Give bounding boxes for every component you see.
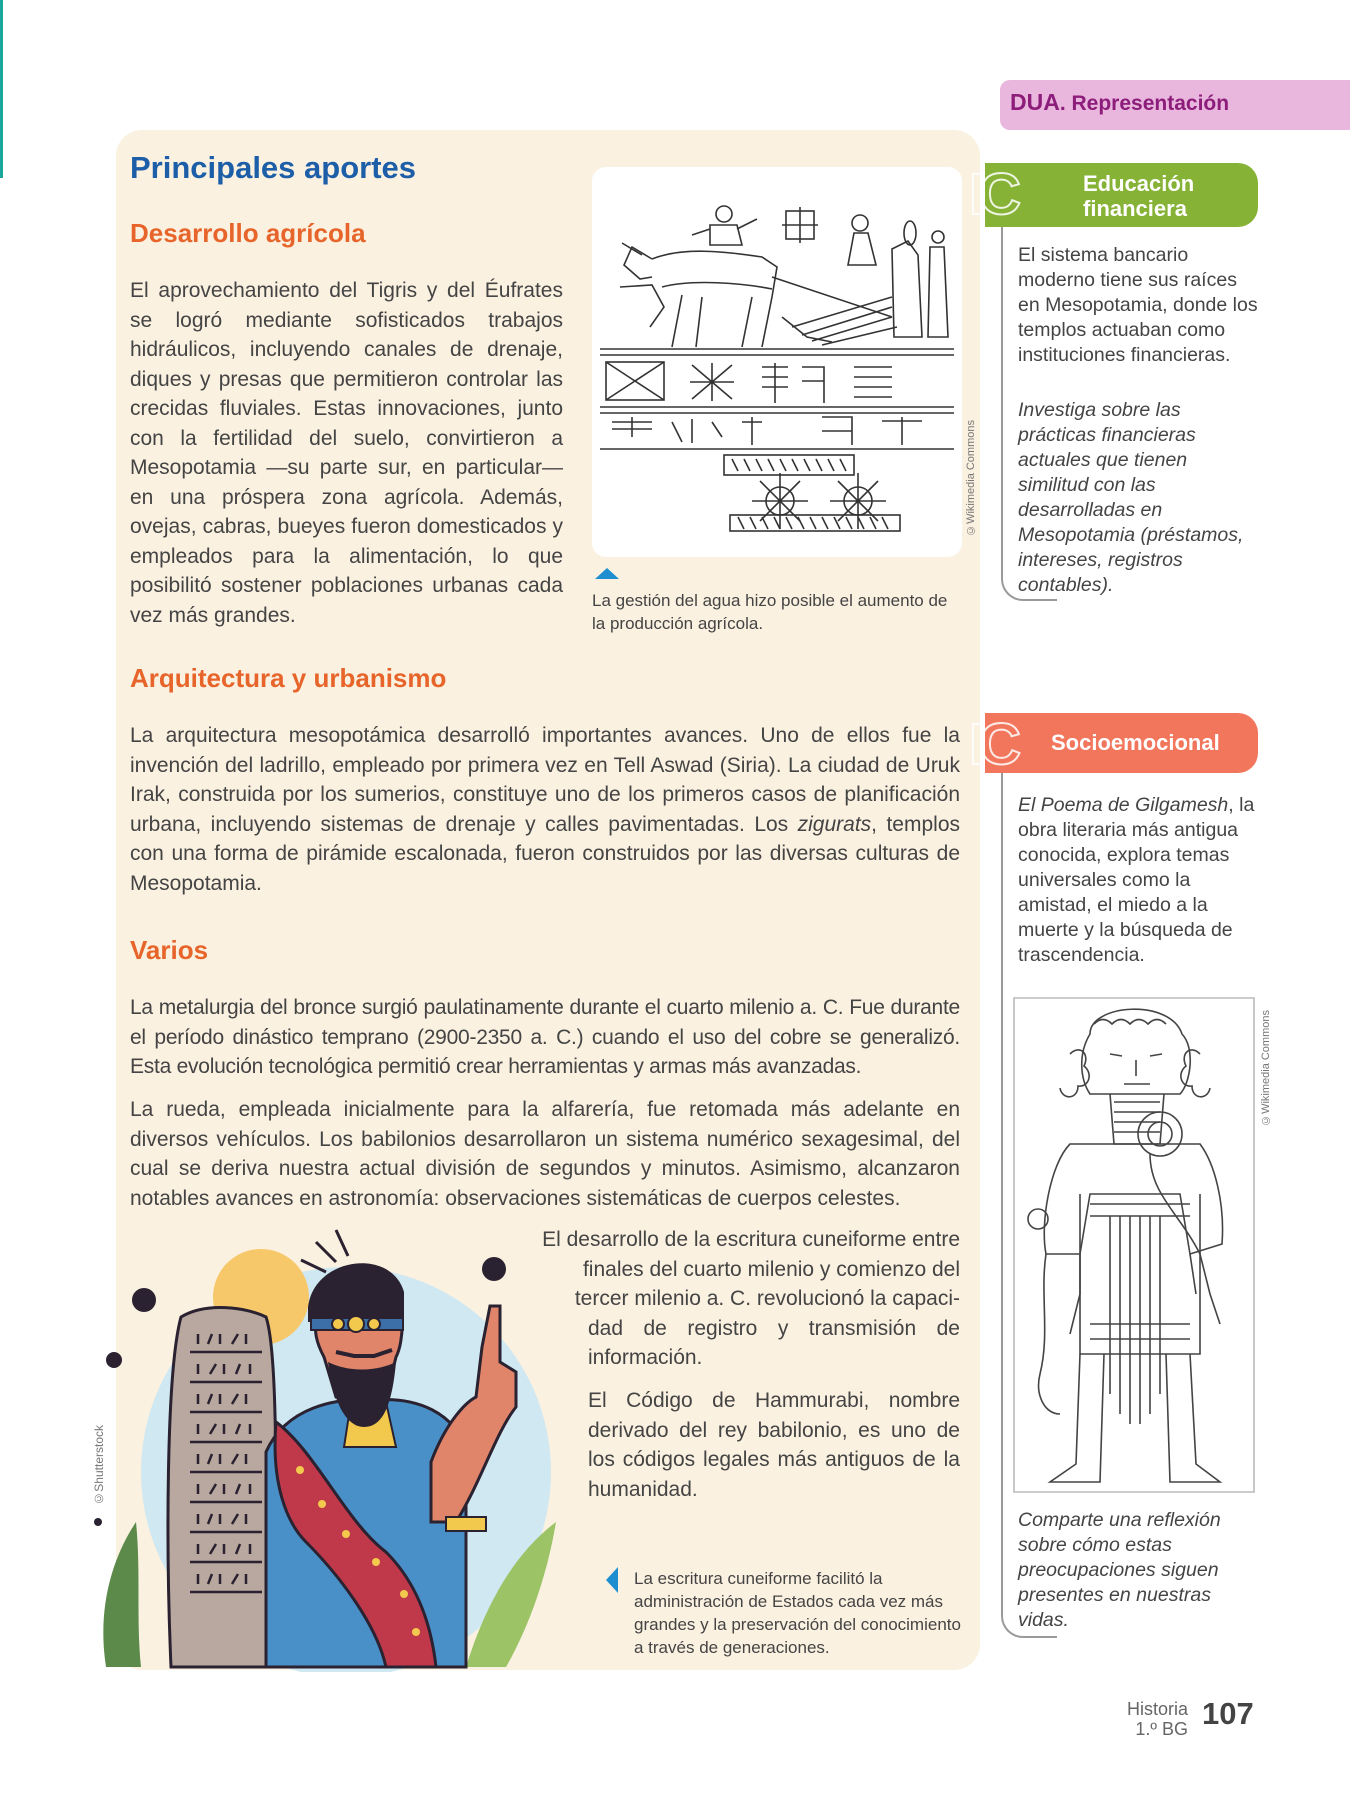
socioemotional-text: El Poema de Gilgamesh, la obra literaria más antigua conocida, explora temas universales como la amistad, el miedo a la muerte y la búsqueda de trascendencia. [1018, 794, 1255, 966]
page-number: 107 [1202, 1696, 1254, 1731]
paragraph-cuneiform: El desarrollo de la escritura cuneiforme entre finales del cuarto milenio y comienzo del tercer milenio a. C. revolucionó la capaci- dad de registro y transmisión de información. [542, 1228, 960, 1369]
king-tablet-drawing [86, 1222, 586, 1672]
paragraph-wheel: La rueda, empleada inicialmente para la alfarería, fue retomada más adelante en diversos vehículos. Los babilonios desarrollaron un sistema numérico sexagesimal, del cual se deriva nuestra actual división de segundos y minutos. Asimismo, alcanzaron notables avances en astronomía: observaciones sistemáticas de cuerpos celestes. [130, 1098, 960, 1210]
caption-pointer-icon [595, 568, 619, 579]
section-body-architecture: La arquitectura mesopotámica desarrolló importantes avances. Uno de ellos fue la invención del ladrillo, empleado por primera vez en Tell Aswad (Siria). La ciudad de Uruk Irak, construida por los sumerios, constituye uno de los primeros casos de planificación urbana, incluyendo sistemas de drenaje y calles pavimentadas. Los zigurats, templos con una forma de pirámide escalonada, fueron construidos por las diversas culturas de Mesopotamia. [130, 724, 960, 895]
socioemotional-activity: Comparte una reflexión sobre cómo estas preocupaciones siguen presentes en nuestras vidas. [1018, 1509, 1221, 1631]
image-credit-illustration: ©Shutterstock [92, 1425, 106, 1506]
relief-drawing [592, 167, 962, 557]
socioemotional-header [969, 712, 1258, 777]
socioemotional-title: Socioemocional [1051, 730, 1220, 755]
zigurats-term: zigurats [797, 812, 872, 836]
dua-banner [1000, 80, 1350, 130]
paragraph-metallurgy: La metalurgia del bronce surgió paulatinamente durante el cuarto milenio a. C. Fue durante el período dinástico temprano (2900-2350 a. C.) cuando el uso del cobre se generalizó. Esta evolución tecnológica permitió crear herramientas y armas más avanzadas. [130, 996, 960, 1078]
page-title: Principales aportes [130, 150, 417, 185]
ic-badge-icon: IC [969, 162, 1015, 227]
dua-label: DUA [1010, 89, 1060, 115]
caption-cuneiform: La escritura cuneiforme facilitó la administración de Estados cada vez más grandes y la preservación del conocimiento a través de generaciones. [634, 1569, 961, 1657]
dua-sublabel: . Representación [1059, 92, 1230, 115]
paragraph-hammurabi: El Código de Hammurabi, nombre derivado del rey babilonio, es uno de los códigos legales más antiguos de la humanidad. [588, 1389, 960, 1501]
financial-education-header [969, 162, 1258, 227]
hammurabi-illustration [86, 1222, 586, 1672]
financial-education-title: Educación financiera [1083, 171, 1195, 221]
section-heading-agriculture: Desarrollo agrícola [130, 218, 366, 248]
image-credit-gilgamesh: ©Wikimedia Commons [1260, 1010, 1272, 1126]
section-heading-varios: Varios [130, 935, 209, 965]
gilgamesh-title: El Poema de Gilgamesh [1018, 794, 1229, 816]
agriculture-relief-image [592, 167, 962, 557]
caption-pointer-left-icon [606, 1567, 618, 1593]
gilgamesh-drawing [1010, 994, 1258, 1494]
footer-subject: Historia [1126, 1699, 1188, 1719]
ic-badge-icon: IC [969, 712, 1015, 777]
footer-grade: 1.º BG [1135, 1719, 1188, 1739]
caption-agriculture: La gestión del agua hizo posible el aumento de la producción agrícola. [592, 591, 948, 633]
financial-education-text: El sistema bancario moderno tiene sus raíces en Mesopotamia, donde los templos actuaban como instituciones financieras. [1018, 244, 1258, 366]
gilgamesh-statue-image [1010, 994, 1258, 1494]
image-credit-relief: ©Wikimedia Commons [965, 420, 977, 536]
page-edge-rule [0, 0, 3, 178]
financial-education-activity: Investiga sobre las prácticas financieras actuales que tienen similitud con las desarrolladas en Mesopotamia (préstamos, intereses, registros contables). [1018, 399, 1244, 596]
section-body-agriculture: El aprovechamiento del Tigris y del Éufrates se logró mediante sofisticados trabajos hidráulicos, incluyendo canales de drenaje, diques y presas que permitieron controlar las crecidas fluviales. Estas innovaciones, junto con la fertilidad del suelo, convirtieron a Mesopotamia —su parte sur, en particular— en una próspera zona agrícola. Además, ovejas, cabras, bueyes fueron domesticados y empleados para la alimentación, lo que posibilitó sostener poblaciones urbanas cada vez más grandes. [130, 279, 563, 627]
section-heading-architecture: Arquitectura y urbanismo [130, 663, 447, 693]
